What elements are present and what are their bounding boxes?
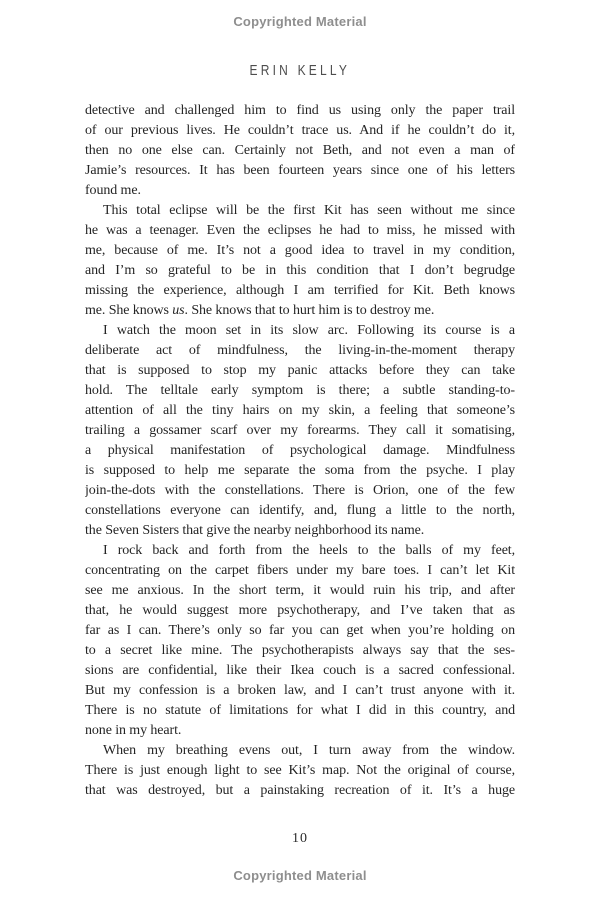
text-line: sions are confidential, like their Ikea couch is a sacred confessional. (85, 663, 515, 678)
text-line: Jamie’s resources. It has been fourteen years since one of his letters (85, 163, 515, 178)
text-line: far as I can. There’s only so far you can get when you’re holding on (85, 623, 515, 638)
text-line: of our previous lives. He couldn’t trace us. And if he couldn’t do it, (85, 123, 515, 138)
text-line: attention of all the tiny hairs on my skin, a feeling that someone’s (85, 403, 515, 418)
text-line: then no one else can. Certainly not Beth, and not even a man of (85, 143, 515, 158)
text-line (85, 301, 515, 321)
text-line: trailing a gossamer scarf over my forearms. They call it somatising, (85, 423, 515, 438)
text-line: join-the-dots with the constellations. There is Orion, one of the few (85, 483, 515, 498)
text-line: that, he would suggest more psychotherapy, and I’ve taken that as (85, 603, 515, 618)
text-line: constellations everyone can identify, and, flung a little to the north, (85, 503, 515, 518)
text-line: This total eclipse will be the first Kit has seen without me since (103, 203, 515, 218)
text-line: missing the experience, although I am terrified for Kit. Beth knows (85, 283, 515, 298)
text-line: I rock back and forth from the heels to the balls of my feet, (103, 543, 515, 558)
author-header-label: ERIN KELLY (249, 62, 351, 79)
text-line: hold. The telltale early symptom is there; a subtle standing-to- (85, 383, 515, 398)
paragraph (85, 741, 515, 801)
text-line: me, because of me. It’s not a good idea to travel in my condition, (85, 243, 515, 258)
text-line: I watch the moon set in its slow arc. Following its course is a (103, 323, 515, 338)
text-line: that is supposed to stop my panic attacks before they can take (85, 363, 515, 378)
copyright-notice-top: Copyrighted Material (233, 14, 367, 29)
text-line: none in my heart. (85, 723, 182, 738)
copyright-notice-bottom: Copyrighted Material (233, 868, 367, 883)
text-line: detective and challenged him to find us using only the paper trail (85, 103, 515, 118)
body-text (85, 101, 515, 801)
italic-text: us (172, 303, 185, 318)
text-line: see me anxious. In the short term, it would ruin his trip, and after (85, 583, 515, 598)
text-line: a physical manifestation of psychological damage. Mindfulness (85, 443, 515, 458)
text-line: the Seven Sisters that give the nearby neighborhood its name. (85, 523, 425, 538)
text-line: concentrating on the carpet fibers under my bare toes. I can’t let Kit (85, 563, 515, 578)
text-line: But my confession is a broken law, and I can’t trust anyone with it. (85, 683, 515, 698)
text-line: There is just enough light to see Kit’s map. Not the original of course, (85, 763, 515, 778)
text-line: is supposed to help me separate the soma from the psyche. I play (85, 463, 515, 478)
text-line: deliberate act of mindfulness, the living-in-the-moment therapy (85, 343, 515, 358)
text-segment: me. She knows (85, 303, 173, 318)
paragraph (85, 541, 515, 741)
text-line: to a secret like mine. The psychotherapists always say that the ses- (85, 643, 515, 658)
text-line: There is no statute of limitations for what I did in this country, and (85, 703, 515, 718)
paragraph (85, 321, 515, 541)
text-line: found me. (85, 183, 141, 198)
author-header (0, 62, 600, 80)
text-segment: . She knows that to hurt him is to destroy me. (184, 303, 435, 318)
paragraph (85, 101, 515, 201)
paragraph (85, 201, 515, 321)
page-number: 10 (292, 831, 308, 846)
text-line: he was a teenager. Even the eclipses he had to miss, he missed with (85, 223, 515, 238)
text-line: that was destroyed, but a painstaking recreation of it. It’s a huge (85, 783, 515, 798)
text-line: When my breathing evens out, I turn away from the window. (103, 743, 515, 758)
text-line: and I’m so grateful to be in this condition that I don’t begrudge (85, 263, 515, 278)
